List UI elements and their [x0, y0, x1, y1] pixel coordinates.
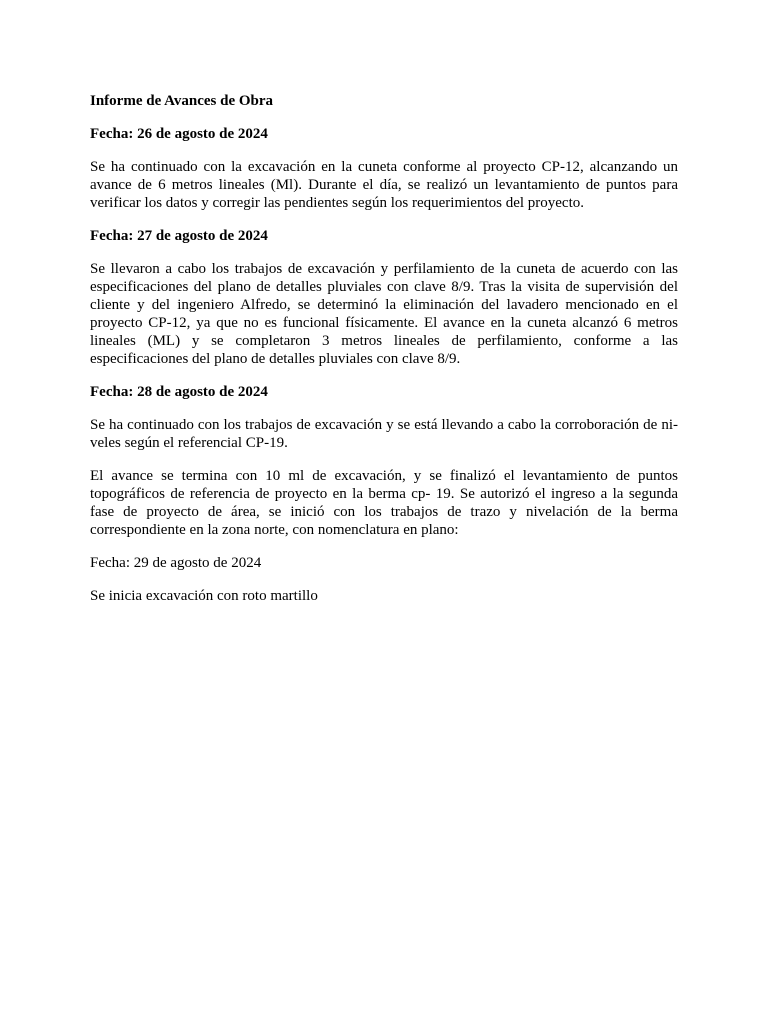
final-note: Se inicia excavación con roto martillo [90, 588, 318, 604]
entry-paragraph [90, 467, 678, 539]
entry-date-heading: Fecha: 26 de agosto de 2024 [90, 126, 268, 142]
paragraph-line: El avance se termina con 10 ml de excavación, y se finalizó el levantamiento de puntos [90, 468, 678, 484]
paragraph-line: Se ha continuado con la excavación en la cuneta conforme al proyecto CP-12, alcanzando un [90, 159, 678, 175]
paragraph-line: especificaciones del plano de detalles pluviales con clave 8/9. [90, 351, 461, 367]
paragraph-line: verificar los datos y corregir las pendientes según los requerimientos del proyecto. [90, 195, 585, 211]
entry-paragraph [90, 260, 678, 368]
paragraph-line: Se ha continuado con los trabajos de excavación y se está llevando a cabo la corroboración de ni- [90, 417, 678, 433]
paragraph-line: Se llevaron a cabo los trabajos de excavación y perfilamiento de la cuneta de acuerdo con las [90, 261, 678, 277]
paragraph-line: avance de 6 metros lineales (Ml). Durante el día, se realizó un levantamiento de puntos para [90, 177, 678, 193]
entry-date-heading: Fecha: 27 de agosto de 2024 [90, 228, 268, 244]
entry-paragraph [90, 416, 678, 452]
final-date: Fecha: 29 de agosto de 2024 [90, 555, 262, 571]
paragraph-line: proyecto CP-12, ya que no es funcional físicamente. El avance en la cuneta alcanzó 6 metros [90, 315, 678, 331]
entry-date-heading: Fecha: 28 de agosto de 2024 [90, 384, 268, 400]
paragraph-line: fase de proyecto de área, se inició con los trabajos de trazo y nivelación de la berma [90, 504, 678, 520]
paragraph-line: lineales (ML) y se completaron 3 metros lineales de perfilamiento, conforme a las [90, 333, 678, 349]
paragraph-line: topográficos de referencia de proyecto en la berma cp- 19. Se autorizó el ingreso a la segunda [90, 486, 678, 502]
entry-paragraph [90, 158, 678, 212]
document-page [90, 92, 678, 605]
paragraph-line: especificaciones del plano de detalles pluviales con clave 8/9. Tras la visita de supervisión del [90, 279, 678, 295]
paragraph-line: cliente y del ingeniero Alfredo, se determinó la eliminación del lavadero mencionado en el [90, 297, 678, 313]
paragraph-line: correspondiente en la zona norte, con nomenclatura en plano: [90, 522, 459, 538]
document-title: Informe de Avances de Obra [90, 93, 274, 109]
paragraph-line: veles según el referencial CP-19. [90, 435, 288, 451]
